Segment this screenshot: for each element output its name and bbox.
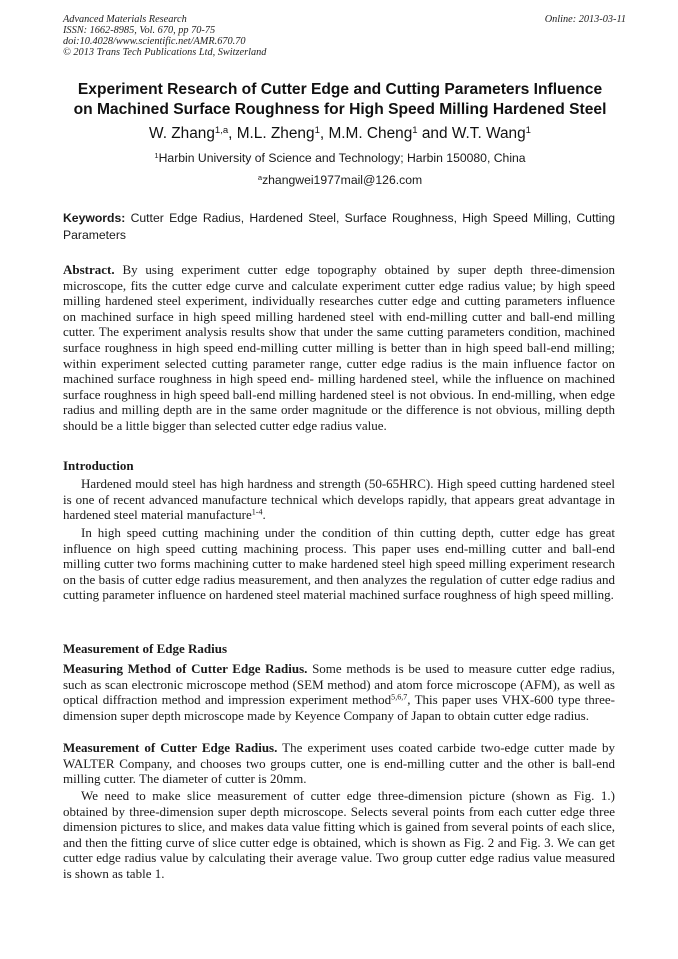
author-name: W.T. Wang: [451, 125, 526, 142]
author-affil-mark: 1: [314, 124, 320, 136]
keywords-label: Keywords:: [63, 211, 126, 225]
author-affil-mark: 1: [412, 124, 418, 136]
slice-measurement-paragraph: We need to make slice measurement of cutter edge three-dimension picture (shown as Fig. 1.) obtained by three-dimension super depth microscope. Selects several points from each cutter edge three dimension pictures to slice, and makes data value fitting which is gained from several points of each slice, and then the fitting curve of slice cutter edge is obtained, which is shown as Fig. 2 and Fig. 3. We can get cutter edge radius value by calculating their average value. Two group cutter edge radius value measured is shown as table 1.: [63, 788, 615, 881]
doi-info: doi:10.4028/www.scientific.net/AMR.670.70: [63, 36, 246, 47]
author-name: M.L. Zheng: [236, 125, 315, 142]
section-heading-introduction: Introduction: [63, 458, 134, 473]
author-separator: ,: [319, 125, 329, 142]
edge-radius-paragraph: [63, 740, 615, 787]
journal-name: Advanced Materials Research: [63, 14, 187, 25]
intro-paragraph-2: In high speed cutting machining under the condition of thin cutting depth, cutter edge has great influence on high speed cutting machining process. This paper uses end-milling cutter and ball-end milling cutter two forms machining cutter to make hardened steel high speed milling experiment research on the basis of cutter edge radius measurement, and then analyzes the regulation of cutter edge radius and cutting parameter influence on hardened steel material machined surface roughness of high speed milling.: [63, 525, 615, 603]
title-line-1: Experiment Research of Cutter Edge and Cutting Parameters Influence: [77, 81, 603, 98]
issn-info: ISSN: 1662-8985, Vol. 670, pp 70-75: [63, 25, 216, 36]
affiliation-mark: 1: [154, 150, 159, 160]
section-heading-measurement: Measurement of Edge Radius: [63, 641, 228, 656]
author-affil-mark: 1: [525, 124, 531, 136]
email-text[interactable]: zhangwei1977mail@126.com: [262, 173, 423, 187]
citation-ref: 5,6,7: [391, 692, 408, 702]
online-date: Online: 2013-03-11: [544, 14, 626, 25]
intro-paragraph-1: [63, 476, 615, 523]
edge-radius-text: The experiment uses coated carbide two-edge cutter made by WALTER Company, and chooses two groups cutter, one is end-milling cutter and the other is ball-end milling cutter. The diameter of cutter is 20mm.: [63, 740, 615, 787]
keywords: [63, 210, 615, 243]
contact-email[interactable]: [50, 172, 630, 188]
citation-ref: 1-4: [251, 507, 263, 517]
title-line-2: on Machined Surface Roughness for High Speed Milling Hardened Steel: [73, 101, 607, 118]
author-list: [50, 124, 630, 144]
keywords-text: Cutter Edge Radius, Hardened Steel, Surface Roughness, High Speed Milling, Cutting Parameters: [63, 211, 615, 242]
author-name: M.M. Cheng: [328, 125, 413, 142]
author-name: W. Zhang: [149, 125, 215, 142]
intro-p1-text: Hardened mould steel has high hardness and strength (50-65HRC). High speed cutting hardened steel is one of recent advanced manufacture technical which develops rapidly, that appears great advantage in hardened steel material manufacture: [63, 476, 615, 523]
abstract-label: Abstract.: [63, 262, 115, 277]
affiliation: [50, 150, 630, 166]
measuring-method-text: Some methods is be used to measure cutter edge radius, such as scan electronic microscope method (SEM method) and atom force microscope (AFM), as well as optical diffraction method and impression experiment method: [63, 661, 616, 708]
measuring-method-label: Measuring Method of Cutter Edge Radius.: [63, 661, 308, 676]
author-affil-mark: 1,a: [214, 124, 229, 136]
paper-title: [50, 80, 630, 120]
affiliation-text: Harbin University of Science and Technology; Harbin 150080, China: [158, 151, 526, 165]
author-separator: ,: [228, 125, 237, 142]
email-mark: a: [257, 172, 263, 182]
copyright-info: © 2013 Trans Tech Publications Ltd, Switzerland: [63, 47, 267, 58]
journal-header: [63, 14, 266, 58]
intro-p1-end: .: [262, 507, 266, 523]
author-separator: and: [417, 125, 452, 142]
measuring-method-paragraph: [63, 661, 615, 723]
abstract: [63, 262, 615, 434]
edge-radius-label: Measurement of Cutter Edge Radius.: [63, 740, 278, 755]
abstract-text: By using experiment cutter edge topography obtained by super depth three-dimension microscope, fits the cutter edge curve and calculate experiment cutter edge radius value; by high speed milling hardened steel experiment, individually researches cutter edge and cutting parameters influence on machined surface in high speed milling hardened steel with end-milling cutter and ball-end milling cutter. The experiment analysis results show that under the same cutting parameters condition, machined surface roughness in high speed end-milling cutter milling is better than in high speed ball-end milling; within experiment selected cutting parameter range, cutter edge radius is the main influence factor on machined surface roughness in high speed end- milling hardened steel, while the influence on machined surface roughness in high speed ball-end milling hardened steel is not obvious. In end-milling, when edge radius and milling depth are in the same order magnitude or the difference is not obvious, milling depth should be a little bigger than selected cutter edge radius value.: [63, 262, 615, 433]
measuring-method-end: , This paper uses VHX-600 type three-dimension super depth microscope made by Keyence Company of Japan to obtain cutter edge radius.: [63, 692, 615, 723]
